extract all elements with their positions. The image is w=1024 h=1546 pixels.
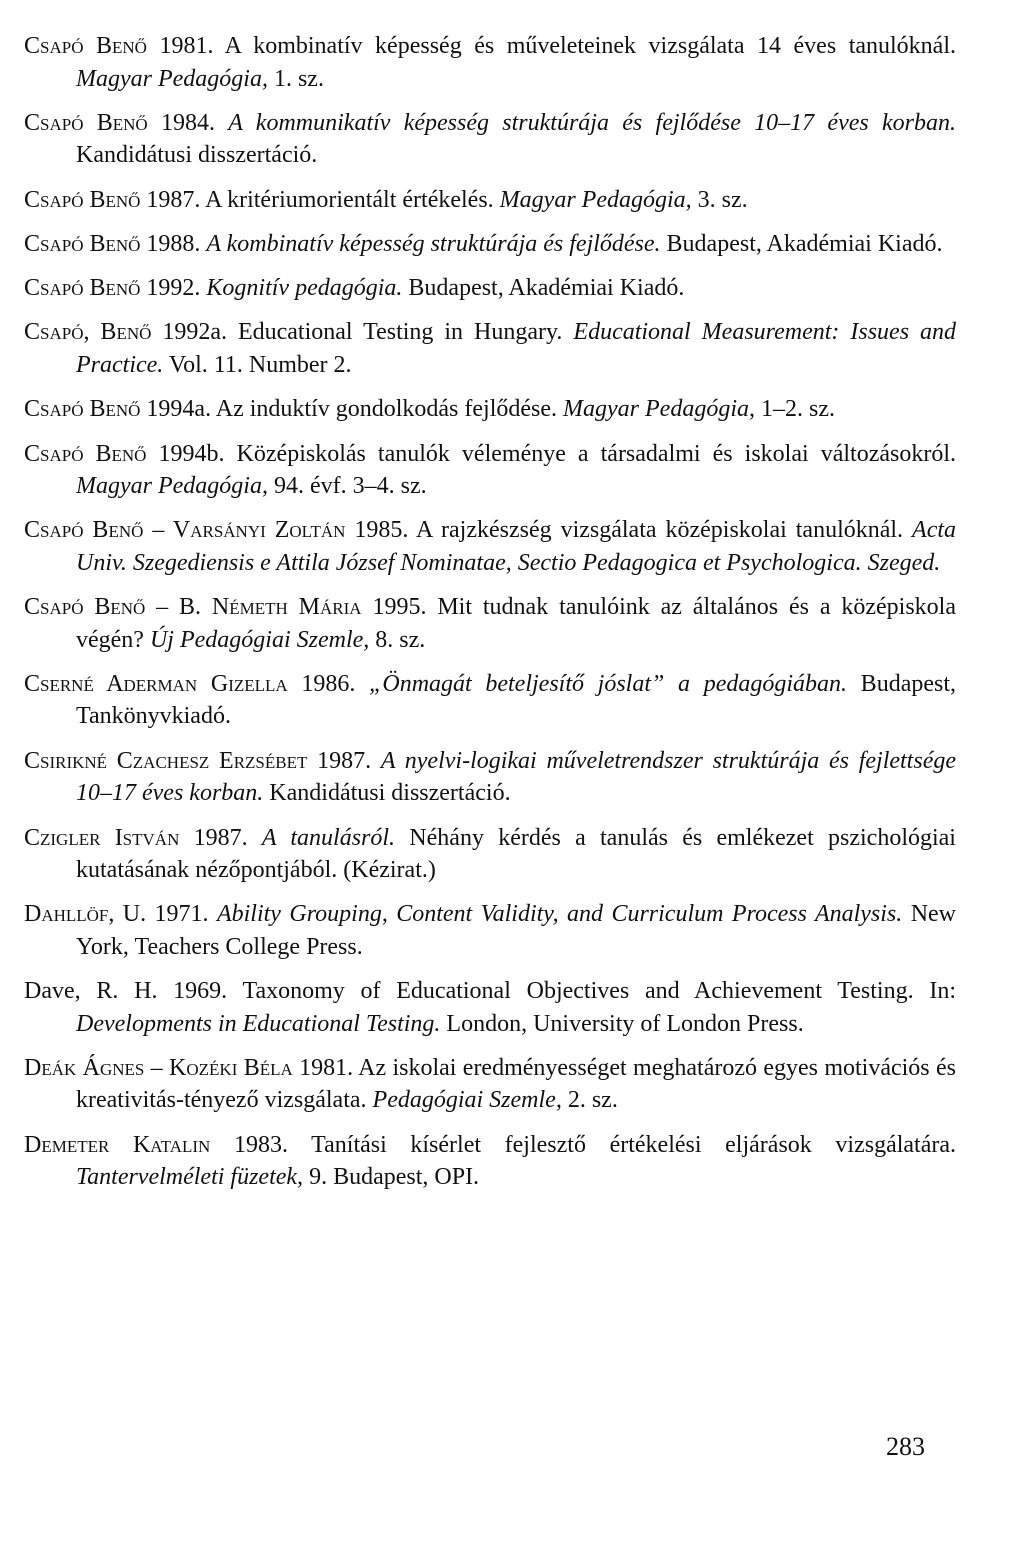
reference-text: 1987. A kritériumorientált értékelés.: [140, 186, 500, 213]
reference-title: Kognitív pedagógia.: [206, 275, 403, 302]
reference-text: 1994a. Az induktív gondolkodás fejlődése.: [140, 396, 564, 423]
reference-text: 1985. A rajzkészség vizsgálata középiskolai tanulóknál.: [345, 517, 913, 544]
reference-text: 1994b. Középiskolás tanulók véleménye a társadalmi és iskolai változásokról.: [146, 440, 956, 467]
reference-tail: 1–2. sz.: [755, 396, 835, 423]
reference-author: Csapó Benő: [24, 109, 148, 136]
reference-author: Csapó Benő: [24, 186, 141, 213]
reference-tail: 2. sz.: [561, 1087, 618, 1114]
reference-title: Új Pedagógiai Szemle,: [149, 626, 370, 653]
reference-tail: Kandidátusi disszertáció.: [76, 142, 318, 169]
reference-entry: [24, 393, 956, 426]
reference-author: Csapó Benő – Varsányi Zoltán: [24, 517, 346, 544]
reference-author: Czigler István: [24, 824, 180, 851]
reference-text: 1981. Az iskolai eredményességet meghatározó egyes motivációs és kreativitás-tényező vizsgálata.: [76, 1054, 956, 1114]
reference-author: Csapó, Benő: [24, 319, 152, 346]
reference-tail: Néhány kérdés a tanulás és emlékezet pszichológiai kutatásának nézőpontjából. (Kézirat.): [76, 824, 956, 884]
reference-title: Developments in Educational Testing.: [76, 1010, 441, 1037]
reference-entry: [24, 184, 956, 217]
reference-text: 1981. A kombinatív képesség és műveleteinek vizsgálata 14 éves tanulóknál.: [146, 33, 957, 59]
reference-tail: 8. sz.: [369, 626, 426, 653]
reference-author: Dahllöf, U.: [24, 901, 147, 928]
reference-text: 1987.: [307, 747, 381, 774]
reference-author: Csapó Benő: [24, 396, 141, 423]
reference-title: Magyar Pedagógia,: [563, 396, 755, 423]
reference-title: Ability Grouping, Content Validity, and Curriculum Process Analysis.: [216, 901, 903, 928]
reference-text: 1992a. Educational Testing in Hungary.: [151, 319, 574, 346]
reference-entry: [24, 822, 956, 887]
reference-entry: [24, 228, 956, 261]
reference-author: Cserné Aderman Gizella: [24, 670, 288, 697]
page-number: 283: [886, 1432, 925, 1461]
reference-title: Magyar Pedagógia,: [499, 186, 692, 213]
bibliography-page: [24, 30, 956, 1206]
reference-title: Acta Univ. Szegediensis e Attila József Nominatae, Sectio Pedagogica et Psychologica. Szeged.: [76, 517, 957, 576]
reference-tail: London, University of London Press.: [440, 1010, 804, 1037]
reference-entry: [24, 107, 956, 172]
reference-author: Csapó Benő: [24, 230, 141, 257]
reference-title: „Önmagát beteljesítő jóslat” a pedagógiában.: [369, 670, 848, 697]
reference-text: 1995. Mit tudnak tanulóink az általános és a középiskola végén?: [76, 594, 956, 653]
reference-title: Pedagógiai Szemle,: [372, 1087, 562, 1114]
reference-title: Tantervelméleti füzetek,: [76, 1164, 304, 1191]
reference-author: Csapó Benő: [24, 275, 141, 302]
reference-tail: New York, Teachers College Press.: [76, 901, 957, 960]
reference-title: Magyar Pedagógia,: [76, 473, 268, 500]
reference-entry: [24, 745, 956, 810]
reference-title: A nyelvi-logikai műveletrendszer struktúrája és fejlettsége 10–17 éves korban.: [76, 747, 956, 807]
reference-author: Csirikné Czachesz Erzsébet: [24, 747, 308, 774]
reference-author: Demeter Katalin: [24, 1131, 211, 1158]
reference-title: A kombinatív képesség struktúrája és fejlődése.: [206, 230, 661, 257]
reference-tail: Kandidátusi disszertáció.: [263, 780, 511, 807]
reference-entry: [24, 514, 956, 579]
reference-tail: 1. sz.: [267, 65, 324, 92]
reference-text: Dave, R. H. 1969. Taxonomy of Educational Objectives and Achievement Testing. In:: [24, 978, 956, 1005]
reference-tail: Budapest, Akadémiai Kiadó.: [402, 275, 685, 302]
reference-tail: 94. évf. 3–4. sz.: [267, 473, 427, 500]
reference-entry: [24, 438, 956, 503]
reference-entry: [24, 30, 956, 95]
reference-tail: Vol. 11. Number 2.: [163, 351, 352, 378]
reference-text: 1988.: [140, 230, 207, 257]
reference-title: A tanulásról.: [261, 824, 396, 851]
reference-tail: Budapest, Tankönyvkiadó.: [76, 670, 957, 730]
reference-text: 1987.: [179, 824, 262, 851]
reference-title: A kommunikatív képesség struktúrája és fejlődése 10–17 éves korban.: [228, 109, 957, 136]
reference-author: Csapó Benő – B. Németh Mária: [24, 594, 362, 621]
reference-author: Csapó Benő: [24, 33, 147, 59]
reference-entry: [24, 975, 956, 1040]
reference-entry: [24, 316, 956, 381]
reference-title: Magyar Pedagógia,: [76, 65, 268, 92]
reference-entry: [24, 668, 956, 733]
reference-author: Deák Ágnes – Kozéki Béla: [24, 1054, 293, 1081]
reference-entry: [24, 898, 956, 963]
reference-text: 1986.: [287, 670, 370, 697]
reference-title: Educational Measurement: Issues and Practice.: [76, 319, 956, 378]
reference-tail: 3. sz.: [691, 186, 748, 213]
reference-entry: [24, 591, 956, 656]
reference-entry: [24, 272, 956, 305]
reference-tail: Budapest, Akadémiai Kiadó.: [660, 230, 943, 257]
reference-author: Csapó Benő: [24, 440, 147, 467]
reference-text: 1983. Tanítási kísérlet fejlesztő értékelési eljárások vizsgálatára.: [210, 1131, 957, 1158]
reference-entry: [24, 1129, 956, 1194]
reference-text: 1992.: [140, 275, 207, 302]
reference-text: 1984.: [147, 109, 229, 136]
reference-text: 1971.: [146, 901, 217, 928]
reference-tail: 9. Budapest, OPI.: [303, 1164, 480, 1191]
reference-entry: [24, 1052, 956, 1117]
